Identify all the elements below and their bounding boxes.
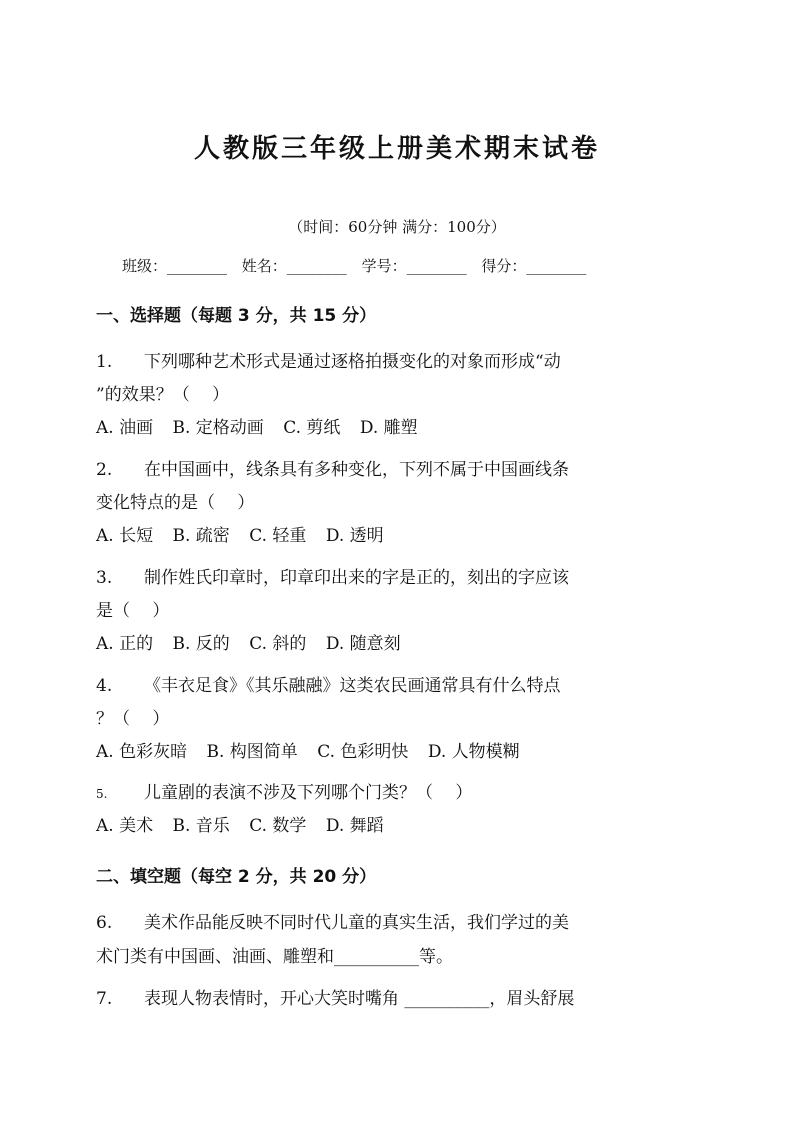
name-field: 姓名：________ xyxy=(241,257,347,275)
score-field: 得分：________ xyxy=(481,257,587,275)
option-c: C. 数学 xyxy=(249,816,307,836)
option-d: D. 舞蹈 xyxy=(325,816,384,836)
question-7-line-1 xyxy=(96,984,574,1009)
question-1-line-1 xyxy=(96,347,561,372)
question-2-line-2: 变化特点的是（ ） xyxy=(96,493,255,513)
question-number: 4. xyxy=(96,676,113,696)
exam-title: 人教版三年级上册美术期末试卷 xyxy=(193,134,600,164)
student-id-field: 学号：________ xyxy=(361,257,467,275)
option-a: A. 长短 xyxy=(96,526,154,546)
question-text: 制作姓氏印章时，印章印出来的字是正的，刻出的字应该 xyxy=(144,568,569,588)
exam-subtitle: （时间：60分钟 满分：100分） xyxy=(288,218,506,236)
option-a: A. 色彩灰暗 xyxy=(96,742,188,762)
question-text: 《丰衣足食》《其乐融融》这类农民画通常具有什么特点 xyxy=(144,676,561,696)
option-c: C. 色彩明快 xyxy=(317,742,409,762)
option-b: B. 构图简单 xyxy=(206,742,298,762)
question-number: 5. xyxy=(96,787,108,801)
option-b: B. 定格动画 xyxy=(172,418,264,438)
student-info-row xyxy=(122,255,586,276)
option-b: B. 音乐 xyxy=(172,816,230,836)
option-d: D. 透明 xyxy=(325,526,384,546)
option-b: B. 疏密 xyxy=(172,526,230,546)
question-3-line-1 xyxy=(96,563,569,588)
question-3-line-2: 是（ ） xyxy=(96,601,170,621)
question-text: 在中国画中，线条具有多种变化，下列不属于中国画线条 xyxy=(144,460,569,480)
section-heading-choice: 一、选择题（每题 3 分，共 15 分） xyxy=(96,306,377,326)
question-3-options xyxy=(96,629,401,654)
question-5-options xyxy=(96,811,384,836)
option-d: D. 雕塑 xyxy=(359,418,418,438)
option-a: A. 油画 xyxy=(96,418,154,438)
question-6-line-2: 术门类有中国画、油画、雕塑和__________等。 xyxy=(96,947,453,967)
question-text: 表现人物表情时，开心大笑时嘴角 __________，眉头舒展 xyxy=(144,989,575,1009)
question-number: 6. xyxy=(96,913,113,933)
question-number: 3. xyxy=(96,568,113,588)
question-text: 儿童剧的表演不涉及下列哪个门类？（ ） xyxy=(144,783,473,803)
option-b: B. 反的 xyxy=(172,634,230,654)
question-1-line-2: ”的效果？（ ） xyxy=(96,385,230,405)
question-4-line-2: ？（ ） xyxy=(96,709,170,729)
question-2-line-1 xyxy=(96,455,569,480)
question-text: 美术作品能反映不同时代儿童的真实生活，我们学过的美 xyxy=(144,913,569,933)
question-5-line-1 xyxy=(96,778,472,803)
option-d: D. 人物模糊 xyxy=(427,742,520,762)
question-2-options xyxy=(96,521,384,546)
question-1-options xyxy=(96,413,418,438)
option-c: C. 剪纸 xyxy=(283,418,341,438)
class-field: 班级：________ xyxy=(122,257,228,275)
question-number: 2. xyxy=(96,460,113,480)
question-4-line-1 xyxy=(96,671,561,696)
question-text: 下列哪种艺术形式是通过逐格拍摄变化的对象而形成“动 xyxy=(144,352,561,372)
question-number: 7. xyxy=(96,989,113,1009)
option-c: C. 斜的 xyxy=(249,634,307,654)
option-d: D. 随意刻 xyxy=(325,634,401,654)
question-4-options xyxy=(96,737,520,762)
question-number: 1. xyxy=(96,352,113,372)
option-c: C. 轻重 xyxy=(249,526,307,546)
question-6-line-1 xyxy=(96,908,569,933)
option-a: A. 美术 xyxy=(96,816,154,836)
option-a: A. 正的 xyxy=(96,634,154,654)
section-heading-fill-blank: 二、填空题（每空 2 分，共 20 分） xyxy=(96,867,377,887)
